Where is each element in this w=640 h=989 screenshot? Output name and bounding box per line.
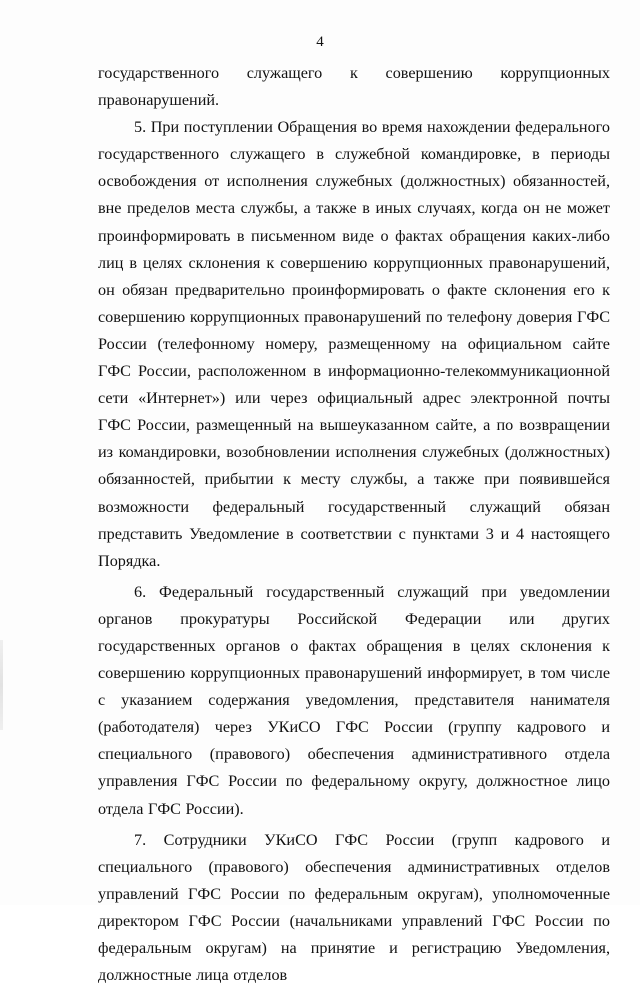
page-number: 4 — [316, 34, 324, 50]
paragraph-7: 7. Сотрудники УКиСО ГФС России (групп кадрового и специального (правового) обеспечения административных отделов управлений ГФС России по федеральным округам), уполномоченные директором ГФС России (начальниками управлений ГФС России по федеральным округам) на принятие и регистрацию Уведомления, должностные лица отделов — [98, 830, 610, 985]
scan-edge-mark — [0, 640, 3, 730]
paragraph-6: 6. Федеральный государственный служащий при уведомлении органов прокуратуры Российской Федерации или других государственных органов о фактах обращения в целях склонения к совершению коррупционных правонарушений информирует, в том числе с указанием содержания уведомления, представителя нанимателя (работодателя) через УКиСО ГФС России (группу кадрового и специального (правового) обеспечения административного отдела управления ГФС России по федеральному округу, должностное лицо отдела ГФС России). — [98, 582, 610, 818]
document-body — [98, 60, 610, 989]
paragraph-continuation: государственного служащего к совершению коррупционных правонарушений. — [98, 64, 610, 110]
paragraph-5: 5. При поступлении Обращения во время нахождении федерального государственного служащего в служебной командировке, в периоды освобождения от исполнения служебных (должностных) обязанностей, вне пределов места службы, а также в иных случаях, когда он не может проинформировать в письменном виде о фактах обращения каких-либо лиц в целях склонения к совершению коррупционных правонарушений, он обязан предварительно проинформировать о факте склонения его к совершению коррупционных правонарушений по телефону доверия ГФС России (телефонному номеру, размещенному на официальном сайте ГФС России, расположенном в информационно-телекоммуникационной сети «Интернет») или через официальный адрес электронной почты ГФС России, размещенный на вышеуказанном сайте, а по возвращении из командировки, возобновлении исполнения служебных (должностных) обязанностей, прибытии к месту службы, а также при появившейся возможности федеральный государственный служащий обязан представить Уведомление в соответствии с пунктами 3 и 4 настоящего Порядка. — [98, 118, 610, 570]
